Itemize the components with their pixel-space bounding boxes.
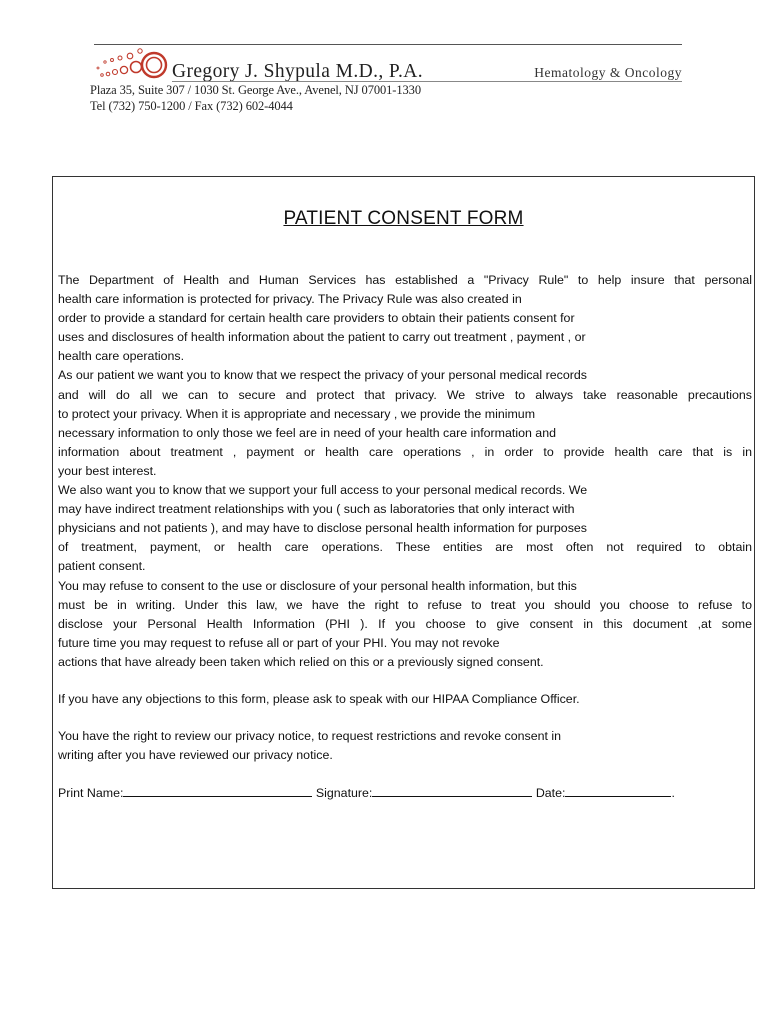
form-title: PATIENT CONSENT FORM bbox=[283, 208, 524, 229]
practice-phone: Tel (732) 750-1200 / Fax (732) 602-4044 bbox=[90, 99, 293, 113]
body-line: to protect your privacy. When it is appropriate and necessary , we provide the minimum bbox=[58, 406, 536, 421]
body-line: writing after you have reviewed our privacy notice. bbox=[58, 748, 333, 763]
end-period: . bbox=[671, 786, 675, 800]
body-line: future time you may request to refuse all or part of your PHI. You may not revoke bbox=[58, 635, 500, 650]
letterhead-divider bbox=[172, 81, 682, 82]
print-name-field[interactable] bbox=[123, 784, 312, 797]
body-line: of treatment, payment, or health care operations. These entities are most often not required to obtain bbox=[58, 540, 752, 555]
date-field[interactable] bbox=[565, 784, 671, 797]
body-line: health care information is protected for privacy. The Privacy Rule was also created in bbox=[58, 292, 522, 307]
body-line: patient consent. bbox=[58, 559, 146, 574]
body-line: may have indirect treatment relationships with you ( such as laboratories that only interact with bbox=[58, 502, 575, 517]
practice-address: Plaza 35, Suite 307 / 1030 St. George Ave., Avenel, NJ 07001-1330 bbox=[90, 83, 421, 97]
practice-logo-icon bbox=[90, 46, 170, 80]
body-line: We also want you to know that we support your full access to your personal medical records. We bbox=[58, 483, 588, 498]
body-line: health care operations. bbox=[58, 349, 185, 364]
body-line: physicians and not patients ), and may have to disclose personal health information for purposes bbox=[58, 521, 587, 536]
body-line: your best interest. bbox=[58, 463, 157, 478]
print-name-label: Print Name: bbox=[58, 786, 124, 800]
body-line: order to provide a standard for certain health care providers to obtain their patients consent for bbox=[58, 311, 575, 326]
body-line: necessary information to only those we feel are in need of your health care information and bbox=[58, 425, 556, 440]
body-line: As our patient we want you to know that we respect the privacy of your personal medical records bbox=[58, 368, 587, 383]
signature-label: Signature: bbox=[315, 786, 373, 800]
signature-row bbox=[58, 784, 752, 800]
practice-name: Gregory J. Shypula M.D., P.A. bbox=[172, 61, 424, 82]
body-line: and will do all we can to secure and protect that privacy. We strive to always take reasonable precautions bbox=[58, 387, 752, 402]
body-line: You have the right to review our privacy notice, to request restrictions and revoke consent in bbox=[58, 729, 562, 744]
signature-field[interactable] bbox=[372, 784, 532, 797]
body-line: must be in writing. Under this law, we have the right to refuse to treat you should you choose to refuse to bbox=[58, 597, 752, 612]
objections-line: If you have any objections to this form, please ask to speak with our HIPAA Compliance Officer. bbox=[58, 691, 580, 706]
practice-specialty: Hematology & Oncology bbox=[534, 65, 682, 80]
letterhead bbox=[88, 44, 682, 114]
letterhead-top-rule bbox=[94, 44, 682, 45]
paragraph-gap bbox=[58, 709, 752, 727]
body-line: The Department of Health and Human Services has established a "Privacy Rule" to help insure that personal bbox=[58, 273, 752, 287]
body-line: information about treatment , payment or health care operations , in order to provide health care that is in bbox=[58, 444, 752, 459]
body-line: You may refuse to consent to the use or disclosure of your personal health information, but this bbox=[58, 578, 577, 593]
body-line: uses and disclosures of health information about the patient to carry out treatment , payment , or bbox=[58, 330, 586, 345]
paragraph-gap bbox=[58, 672, 752, 690]
body-line: disclose your Personal Health Information (PHI ). If you choose to give consent in this document ,at some bbox=[58, 616, 752, 631]
body-line: actions that have already been taken which relied on this or a previously signed consent. bbox=[58, 654, 544, 669]
consent-form-box bbox=[52, 176, 755, 889]
form-body bbox=[58, 271, 752, 765]
date-label: Date: bbox=[535, 786, 566, 800]
